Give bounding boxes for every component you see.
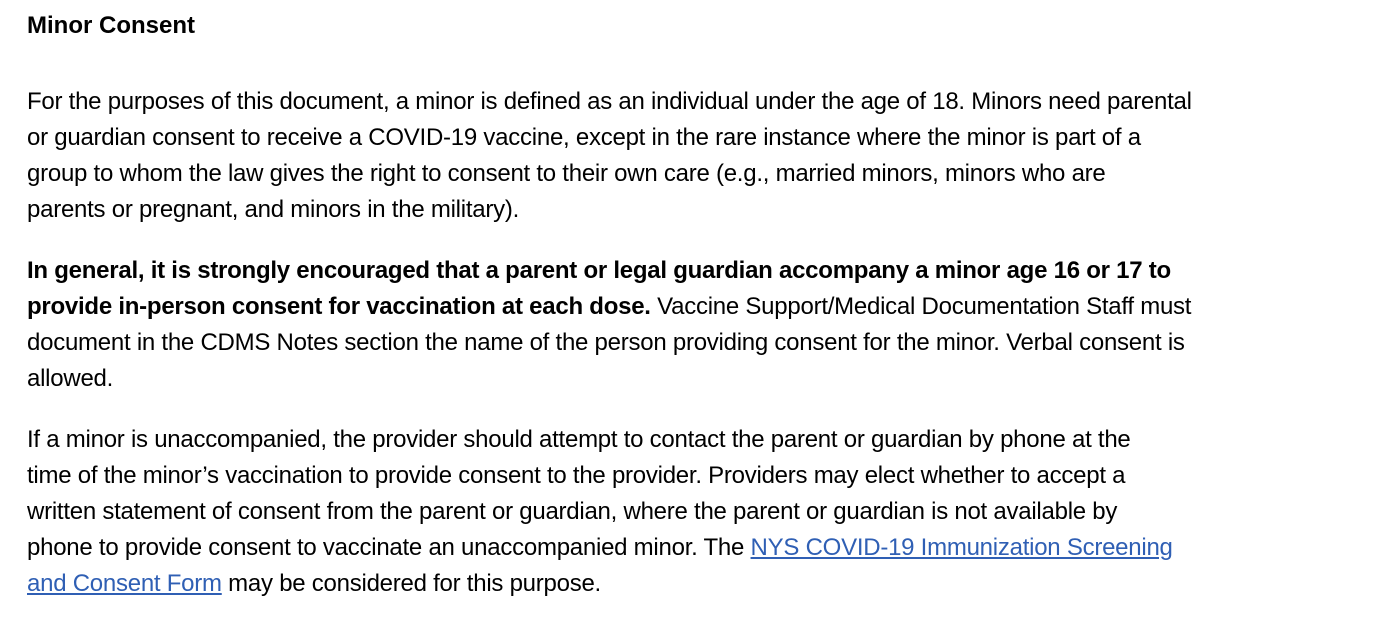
paragraph-line: If a minor is unaccompanied, the provider should attempt to contact the parent or guardian by phone at the — [27, 426, 1131, 453]
paragraph-line: group to whom the law gives the right to consent to their own care (e.g., married minors, minors who are — [27, 160, 1106, 187]
paragraph-minor-definition — [27, 84, 1377, 228]
paragraph-line — [27, 566, 1377, 602]
paragraph-line: written statement of consent from the parent or guardian, where the parent or guardian is not available by — [27, 498, 1118, 525]
section-heading: Minor Consent — [27, 12, 195, 39]
bold-guidance-line: In general, it is strongly encouraged that a parent or legal guardian accompany a minor age 16 or 17 to — [27, 257, 1171, 284]
staff-documentation-text: Vaccine Support/Medical Documentation Staff must — [650, 293, 1192, 320]
consent-form-link-continued[interactable]: and Consent Form — [27, 570, 222, 597]
paragraph-in-person-consent — [27, 253, 1377, 397]
paragraph-line: For the purposes of this document, a minor is defined as an individual under the age of 18. Minors need parental — [27, 88, 1192, 115]
paragraph-line — [27, 289, 1377, 325]
consent-form-link[interactable]: NYS COVID-19 Immunization Screening — [750, 534, 1173, 561]
paragraph-line — [27, 530, 1377, 566]
paragraph-line: allowed. — [27, 365, 114, 392]
paragraph-unaccompanied-minor — [27, 422, 1377, 602]
paragraph-line: parents or pregnant, and minors in the military). — [27, 196, 519, 223]
paragraph-line: document in the CDMS Notes section the name of the person providing consent for the minor. Verbal consent is — [27, 329, 1185, 356]
paragraph-line: time of the minor’s vaccination to provide consent to the provider. Providers may elect whether to accept a — [27, 462, 1126, 489]
bold-guidance-text: provide in-person consent for vaccination at each dose. — [27, 293, 651, 320]
paragraph-text: phone to provide consent to vaccinate an unaccompanied minor. The — [27, 534, 751, 561]
paragraph-text: may be considered for this purpose. — [221, 570, 601, 597]
paragraph-line: or guardian consent to receive a COVID-19 vaccine, except in the rare instance where the minor is part of a — [27, 124, 1141, 151]
